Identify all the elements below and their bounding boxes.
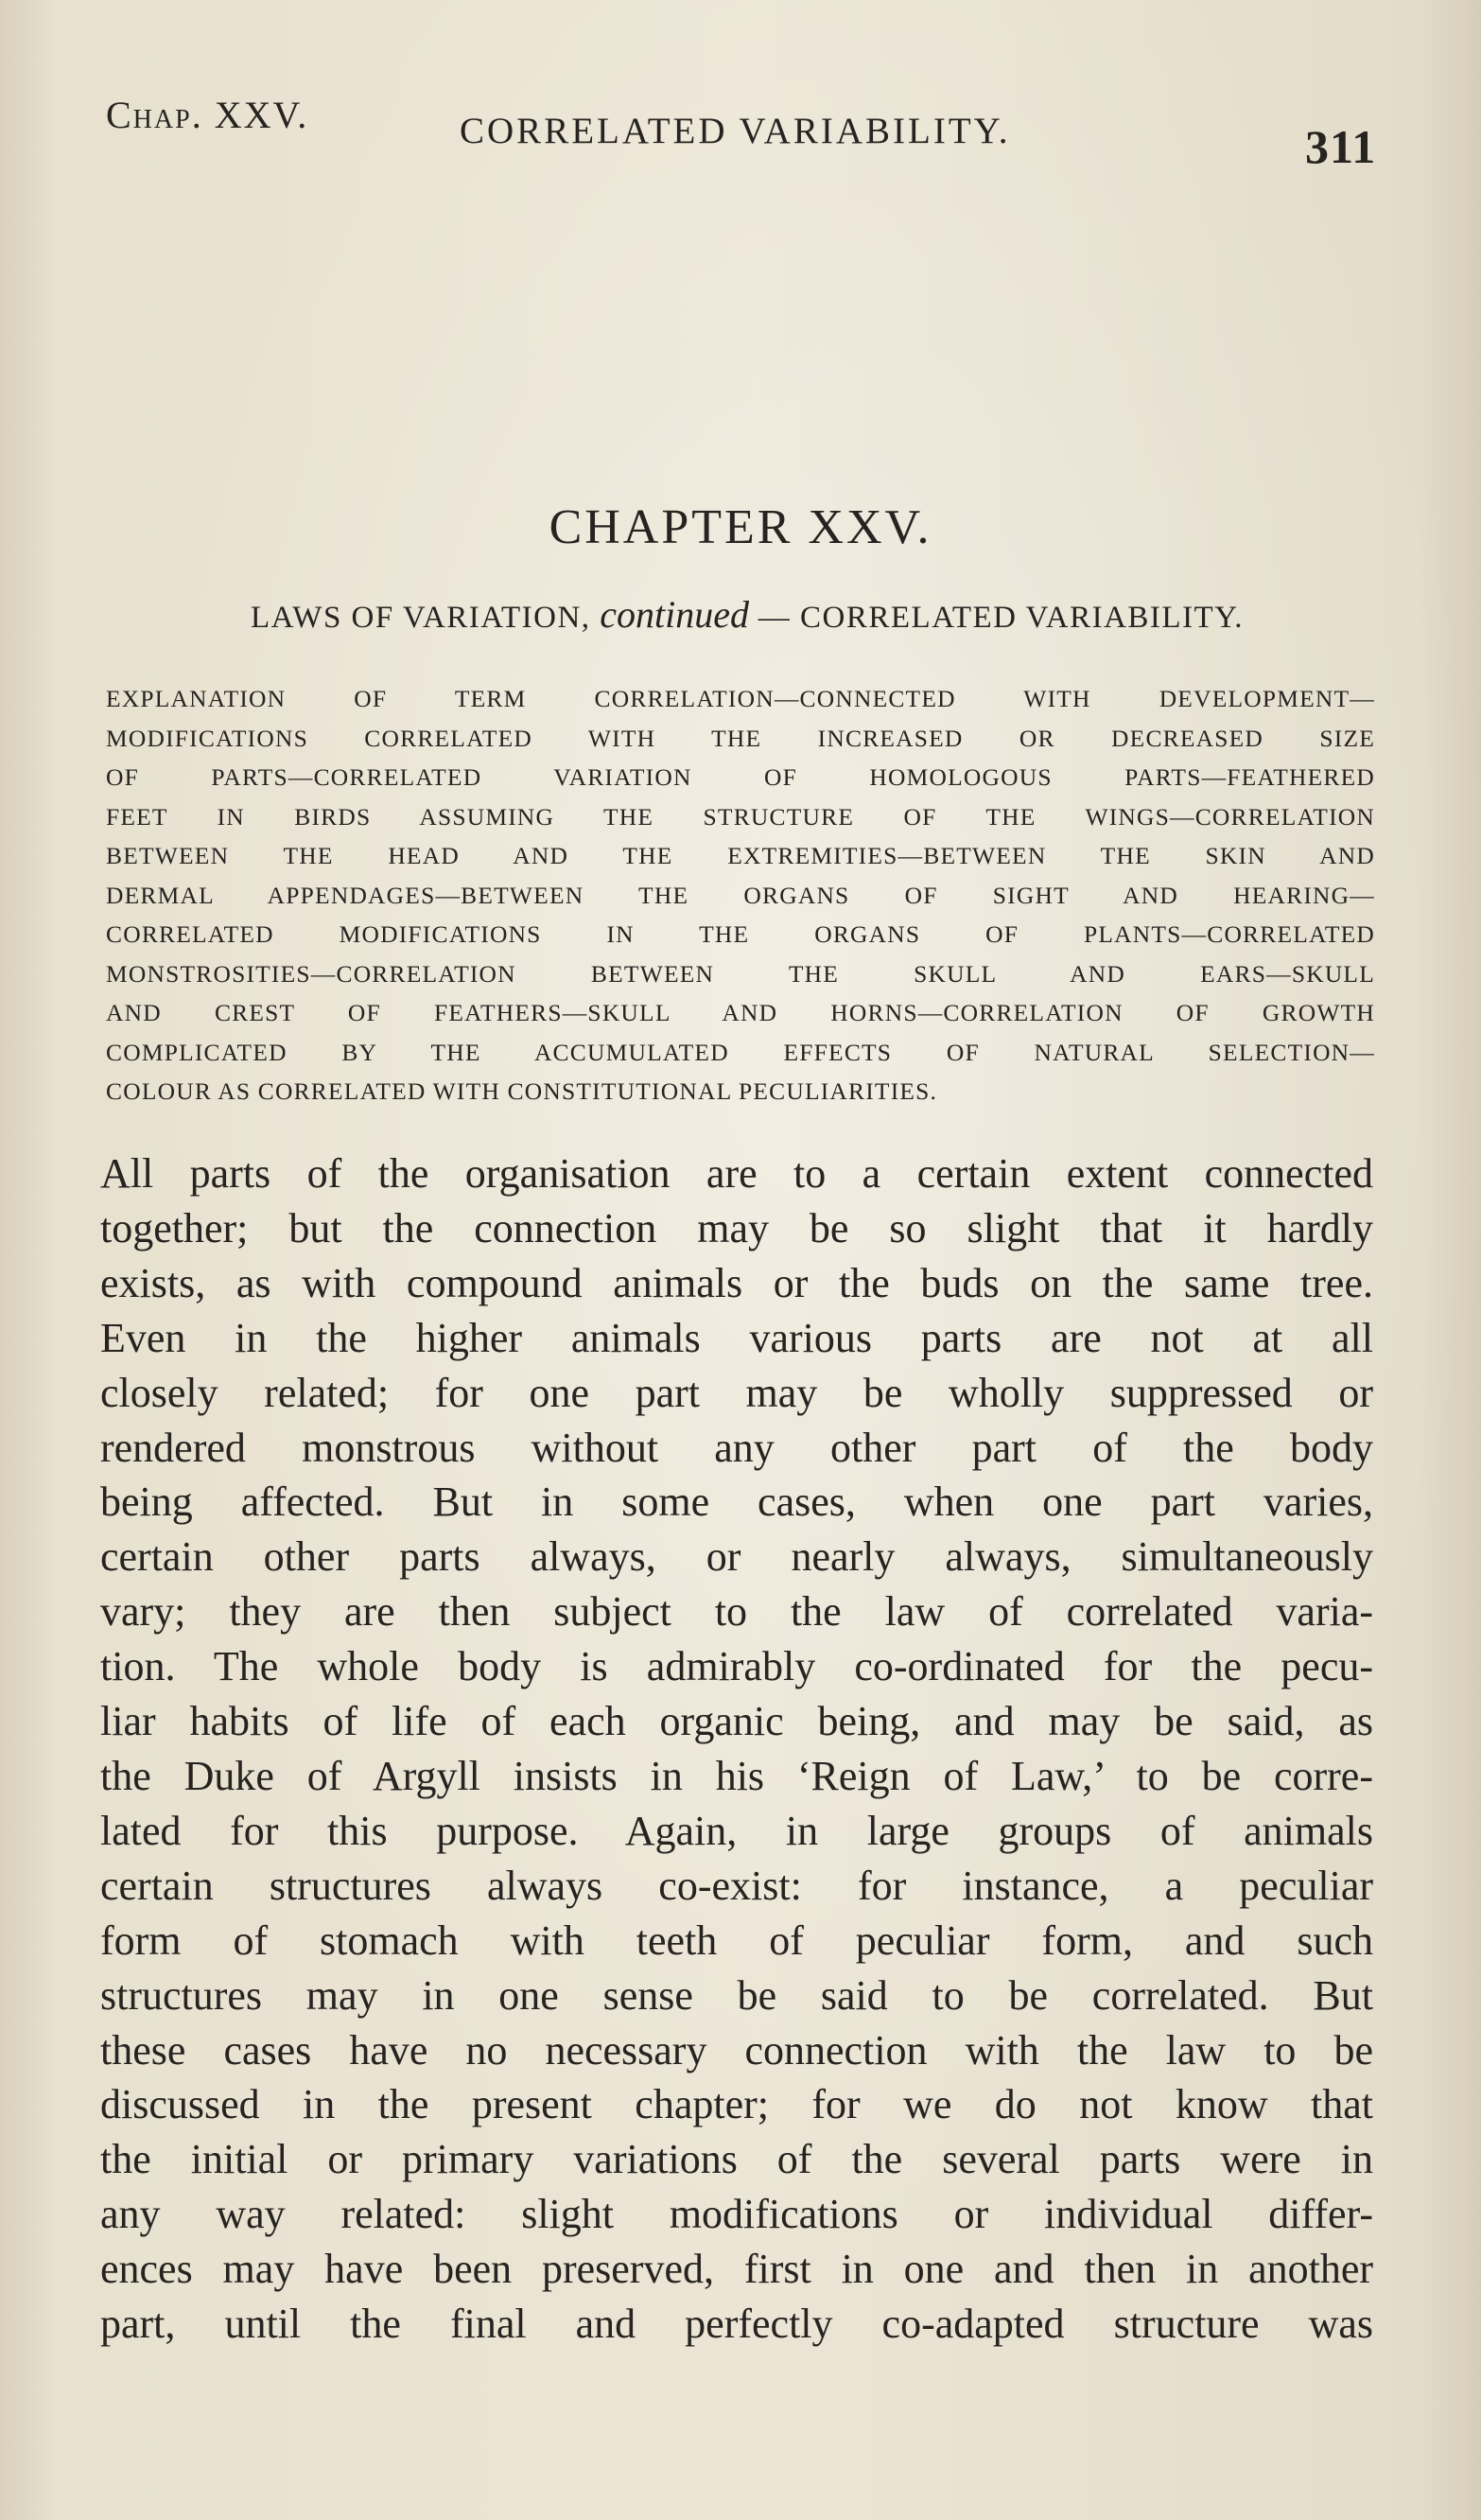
body-line: ences may have been preserved, first in one and then in another xyxy=(100,2246,1373,2293)
body-line: vary; they are then subject to the law of correlated varia- xyxy=(100,1588,1373,1636)
body-line: liar habits of life of each organic being, and may be said, as xyxy=(100,1698,1373,1745)
summary-line: BETWEEN THE HEAD AND THE EXTREMITIES—BETWEEN THE SKIN AND xyxy=(106,842,1375,869)
summary-line: COLOUR AS CORRELATED WITH CONSTITUTIONAL PECULIARITIES. xyxy=(106,1077,938,1105)
chapter-subtitle xyxy=(0,592,1481,637)
chapter-subtitle-prefix: LAWS OF VARIATION, xyxy=(250,601,591,635)
summary-line: OF PARTS—CORRELATED VARIATION OF HOMOLOGOUS PARTS—FEATHERED xyxy=(106,763,1375,791)
summary-line: MONSTROSITIES—CORRELATION BETWEEN THE SKULL AND EARS—SKULL xyxy=(106,959,1375,988)
body-line: the initial or primary variations of the several parts were in xyxy=(100,2136,1373,2183)
body-line: discussed in the present chapter; for we do not know that xyxy=(100,2081,1373,2128)
chapter-title: CHAPTER XXV. xyxy=(549,500,932,554)
body-line: together; but the connection may be so slight that it hardly xyxy=(100,1204,1373,1251)
body-line: certain other parts always, or nearly always, simultaneously xyxy=(100,1533,1373,1581)
running-head-chapter: Chap. XXV. xyxy=(106,94,309,136)
summary-line: AND CREST OF FEATHERS—SKULL AND HORNS—CORRELATION OF GROWTH xyxy=(106,999,1375,1026)
body-line: exists, as with compound animals or the buds on the same tree. xyxy=(100,1259,1373,1306)
body-line: part, until the final and perfectly co-adapted structure was xyxy=(100,2301,1373,2348)
body-line: the Duke of Argyll insists in his ‘Reign of Law,’ to be corre- xyxy=(100,1752,1373,1799)
chapter-summary xyxy=(106,679,1375,1111)
running-head-title: CORRELATED VARIABILITY. xyxy=(460,111,1011,151)
body-line: these cases have no necessary connection with the law to be xyxy=(100,2026,1373,2074)
body-line: certain structures always co-exist: for instance, a peculiar xyxy=(100,1862,1373,1909)
body-paragraph xyxy=(100,1146,1373,2352)
body-line: closely related; for one part may be wholly suppressed or xyxy=(100,1369,1373,1416)
running-head xyxy=(0,93,1481,173)
chapter-subtitle-suffix: — CORRELATED VARIABILITY. xyxy=(758,601,1245,635)
body-line: structures may in one sense be said to be correlated. But xyxy=(100,1971,1373,2019)
body-line: tion. The whole body is admirably co-ordinated for the pecu- xyxy=(100,1643,1373,1690)
body-line: any way related: slight modifications or individual differ- xyxy=(100,2191,1373,2238)
summary-line: COMPLICATED BY THE ACCUMULATED EFFECTS OF NATURAL SELECTION— xyxy=(106,1038,1375,1066)
summary-line: FEET IN BIRDS ASSUMING THE STRUCTURE OF THE WINGS—CORRELATION xyxy=(106,802,1375,831)
body-line: All parts of the organisation are to a certain extent connected xyxy=(100,1150,1373,1197)
body-line: form of stomach with teeth of peculiar form, and such xyxy=(100,1916,1373,1964)
summary-line: MODIFICATIONS CORRELATED WITH THE INCREASED OR DECREASED SIZE xyxy=(106,724,1375,752)
summary-line: CORRELATED MODIFICATIONS IN THE ORGANS OF PLANTS—CORRELATED xyxy=(106,920,1375,948)
summary-line: DERMAL APPENDAGES—BETWEEN THE ORGANS OF SIGHT AND HEARING— xyxy=(106,881,1375,909)
body-line: being affected. But in some cases, when one part varies, xyxy=(100,1479,1373,1526)
body-line: Even in the higher animals various parts are not at all xyxy=(100,1314,1373,1361)
summary-line: EXPLANATION OF TERM CORRELATION—CONNECTED WITH DEVELOPMENT— xyxy=(106,685,1375,712)
body-line: rendered monstrous without any other part of the body xyxy=(100,1424,1373,1471)
body-line: lated for this purpose. Again, in large groups of animals xyxy=(100,1807,1373,1854)
page-number: 311 xyxy=(1305,120,1377,173)
chapter-subtitle-continued: continued xyxy=(600,593,750,636)
